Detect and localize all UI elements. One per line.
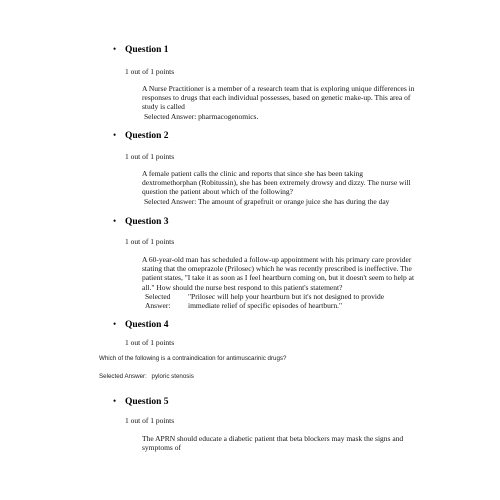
selected-answer-label: Selected Answer: [144, 197, 197, 206]
question-text-line: The APRN should educate a diabetic patient that beta blockers may mask the signs and [142, 434, 404, 443]
selected-answer-row [144, 197, 389, 206]
question-text-line: patient states, "I take it as soon as I feel heartburn coming on, but it doesn't seem to help at [142, 273, 415, 283]
selected-answer-label: Selected Answer: [99, 373, 147, 380]
question-text [142, 434, 403, 452]
question-text-line: symptoms of [142, 443, 181, 453]
question-title: Question 3 [125, 217, 169, 227]
selected-answer-value: The amount of grapefruit or orange juice she has during the day [198, 197, 390, 206]
question-text-line: A 60-year-old man has scheduled a follow-up appointment with his primary care provider [142, 255, 412, 264]
points-text: 1 out of 1 points [125, 152, 175, 161]
selected-label-line: Selected [145, 292, 171, 301]
selected-answer-value [188, 292, 384, 310]
bullet-icon: • [113, 130, 117, 140]
question-text [142, 169, 411, 197]
bullet-icon: • [113, 319, 117, 329]
selected-answer-row [99, 373, 194, 380]
selected-label-line: Answer: [145, 301, 171, 311]
question-text-line: all." How should the nurse best respond to this patient's statement? [142, 282, 343, 292]
question-text-line: A Nurse Practitioner is a member of a research team that is exploring unique differences in [142, 84, 415, 93]
selected-answer-row [144, 112, 258, 121]
bullet-icon: • [113, 396, 117, 406]
question-text-line: responses to drugs that each individual possesses, based on genetic make-up. This area of [142, 93, 411, 103]
points-text: 1 out of 1 points [125, 338, 175, 347]
bullet-icon: • [113, 44, 117, 54]
question-text-line: study is called [142, 102, 185, 112]
selected-answer-line: "Prilosec will help your heartburn but it's not designed to provide [188, 292, 385, 301]
selected-answer-label [145, 292, 170, 310]
question-text [142, 255, 414, 292]
question-text-line: question the patient about which of the following? [142, 187, 294, 197]
selected-answer-value: pharmacogenomics. [198, 112, 259, 121]
question-text-line: A female patient calls the clinic and reports that since she has been taking [142, 169, 363, 178]
question-title: Question 5 [125, 397, 169, 407]
question-title: Question 1 [125, 45, 169, 55]
question-text [142, 84, 414, 112]
question-title: Question 2 [125, 131, 169, 141]
selected-answer-label: Selected Answer: [144, 112, 197, 121]
question-text-line: stating that the omeprazole (Prilosec) which he was recently prescribed is ineffective. The [142, 264, 412, 274]
points-text: 1 out of 1 points [125, 416, 175, 425]
selected-answer-value: pyloric stenosis [151, 373, 194, 380]
bullet-icon: • [113, 216, 117, 226]
selected-answer-line: immediate relief of specific episodes of heartburn." [188, 301, 343, 311]
question-text-line: dextromethorphan (Robitussin), she has been extremely drowsy and dizzy. The nurse will [142, 178, 411, 188]
question-title: Question 4 [125, 320, 169, 330]
points-text: 1 out of 1 points [125, 237, 175, 246]
question-text: Which of the following is a contraindication for antimuscarinic drugs? [99, 355, 287, 362]
points-text: 1 out of 1 points [125, 67, 175, 76]
